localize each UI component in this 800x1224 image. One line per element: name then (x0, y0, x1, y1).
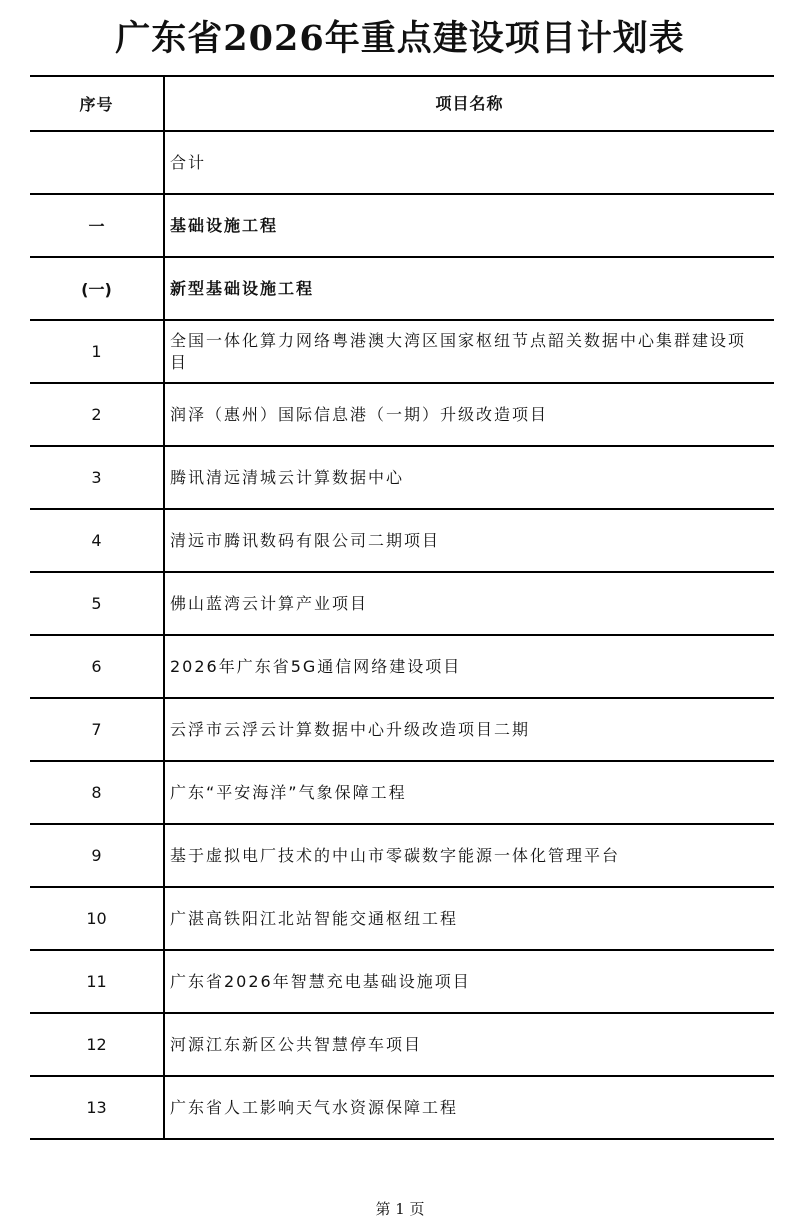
row-seq: 8 (30, 762, 165, 823)
row-name: 河源江东新区公共智慧停车项目 (170, 1034, 423, 1054)
table-row (30, 573, 774, 636)
row-seq: 10 (30, 888, 165, 949)
row-seq: 13 (30, 1077, 165, 1138)
table-row-subcategory (30, 258, 774, 321)
table-row (30, 636, 774, 699)
row-name: 基础设施工程 (170, 215, 279, 235)
row-name: 佛山蓝湾云计算产业项目 (170, 593, 369, 613)
row-name: 云浮市云浮云计算数据中心升级改造项目二期 (170, 719, 531, 739)
table-row-total (30, 132, 774, 195)
table-row (30, 762, 774, 825)
row-seq: 7 (30, 699, 165, 760)
table-row (30, 825, 774, 888)
row-seq (30, 132, 165, 193)
row-name: 广东省2026年智慧充电基础设施项目 (170, 971, 471, 991)
row-seq: 11 (30, 951, 165, 1012)
row-seq: 4 (30, 510, 165, 571)
page-number: 第 1 页 (375, 1200, 425, 1218)
table-row (30, 888, 774, 951)
row-seq: 9 (30, 825, 165, 886)
row-name: 基于虚拟电厂技术的中山市零碳数字能源一体化管理平台 (170, 845, 621, 865)
row-name: 清远市腾讯数码有限公司二期项目 (170, 530, 441, 550)
row-seq: 3 (30, 447, 165, 508)
row-name: 2026年广东省5G通信网络建设项目 (170, 656, 462, 676)
row-name: 广东省人工影响天气水资源保障工程 (170, 1097, 459, 1117)
row-seq: 1 (30, 321, 165, 382)
table-row (30, 1077, 774, 1140)
table-row (30, 699, 774, 762)
row-name: 全国一体化算力网络粤港澳大湾区国家枢纽节点韶关数据中心集群建设项目 (170, 330, 747, 372)
table-row (30, 1014, 774, 1077)
table-row (30, 384, 774, 447)
row-name: 广东“平安海洋”气象保障工程 (170, 782, 407, 802)
row-seq: 2 (30, 384, 165, 445)
row-seq: 12 (30, 1014, 165, 1075)
table-header-row (30, 77, 774, 132)
row-seq: 一 (30, 195, 165, 256)
table-row (30, 321, 774, 384)
page-title: 广东省2026年重点建设项目计划表 (115, 18, 685, 59)
table-row (30, 951, 774, 1014)
table-row-category (30, 195, 774, 258)
row-seq: (一) (30, 258, 165, 319)
column-header-seq: 序号 (30, 77, 165, 130)
row-name: 腾讯清远清城云计算数据中心 (170, 467, 405, 487)
row-name: 润泽（惠州）国际信息港（一期）升级改造项目 (170, 404, 549, 424)
table-row (30, 510, 774, 573)
row-name: 广湛高铁阳江北站智能交通枢纽工程 (170, 908, 459, 928)
table-row (30, 447, 774, 510)
row-name: 新型基础设施工程 (170, 278, 315, 298)
row-seq: 5 (30, 573, 165, 634)
row-seq: 6 (30, 636, 165, 697)
row-name: 合计 (170, 152, 207, 172)
column-header-name: 项目名称 (435, 93, 504, 113)
project-table (30, 75, 774, 1140)
